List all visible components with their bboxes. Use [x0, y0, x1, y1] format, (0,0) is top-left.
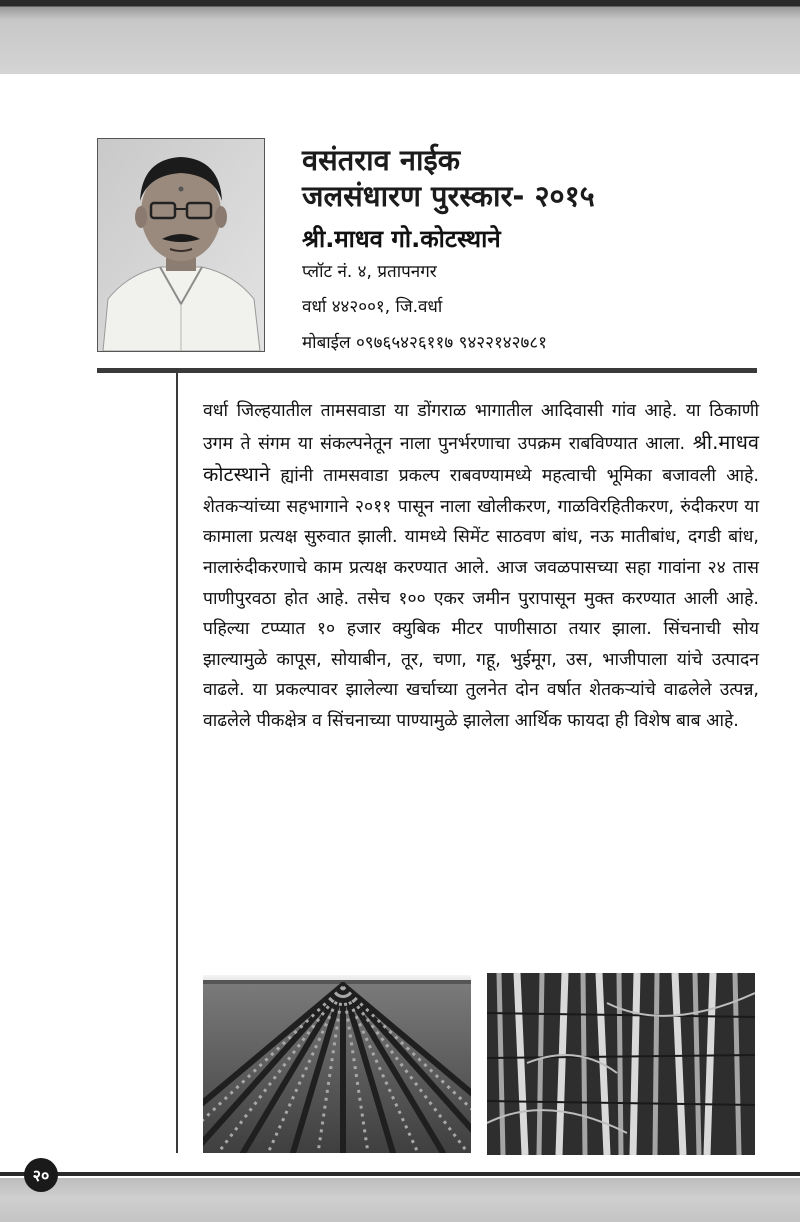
crop-field-photo [203, 975, 471, 1153]
top-header-band [0, 0, 800, 74]
sugarcane-photo [487, 973, 755, 1155]
vertical-divider [176, 373, 178, 1153]
award-title-line2: जलसंधारण पुरस्कार- २०१५ [302, 179, 595, 213]
horizontal-divider [97, 368, 757, 373]
article-body [203, 396, 759, 737]
article-rest: ह्यांनी तामसवाडा प्रकल्प राबवण्यामध्ये महत्वाची भूमिका बजावली आहे. शेतकऱ्यांच्या सहभागाने २०११ पासून नाला खोलीकरण, गाळविरहितीकरण, रुंदीकरण या कामाला प्रत्यक्ष सुरुवात झाली. यामध्ये सिमेंट साठवण बांध, नऊ मातीबांध, दगडी बांध, नालारुंदीकरणाचे काम प्रत्यक्ष करण्यात आले. आज जवळपासच्या सहा गावांना २४ तास पाणीपुरवठा होत आहे. तसेच १०० एकर जमीन पुरापासून मुक्त करण्यात आली आहे. पहिल्या टप्प्यात १० हजार क्युबिक मीटर पाणीसाठा तयार झाला. सिंचनाची सोय झाल्यामुळे कापूस, सोयाबीन, तूर, चणा, गहू, भुईमूग, उस, भाजीपाला यांचे उत्पादन वाढले. या प्रकल्पावर झालेल्या खर्चाच्या तुलनेत दोन वर्षात शेतकऱ्यांचे वाढलेले उत्पन्न, वाढलेले पीकक्षेत्र व सिंचनाच्या पाण्यामुळे झालेला आर्थिक फायदा ही विशेष बाब आहे. [203, 466, 759, 731]
address-line-2: वर्धा ४४२००१, जि.वर्धा [302, 297, 443, 317]
award-title-line1: वसंतराव नाईक [302, 143, 460, 177]
article-intro: वर्धा जिल्हयातील तामसवाडा या डोंगराळ भागातील आदिवासी गांव आहे. या ठिकाणी उगम ते संगम या संकल्पनेतून नाला पुनर्भरणाचा उपक्रम राबविण्यात आला. [203, 401, 759, 454]
page-number-badge: २० [24, 1158, 58, 1192]
mobile-numbers: मोबाईल ०९७६५४२६११७ ९४२२१४२७८१ [302, 333, 547, 353]
awardee-name: श्री.माधव गो.कोटस्थाने [302, 225, 501, 253]
portrait-photo [97, 138, 265, 352]
bottom-footer-band [0, 1178, 800, 1222]
footer-rule [0, 1172, 800, 1176]
address-line-1: प्लॉट नं. ४, प्रतापनगर [302, 262, 437, 282]
article-highlight-name: श्री.माधव कोटस्थाने [203, 429, 759, 487]
